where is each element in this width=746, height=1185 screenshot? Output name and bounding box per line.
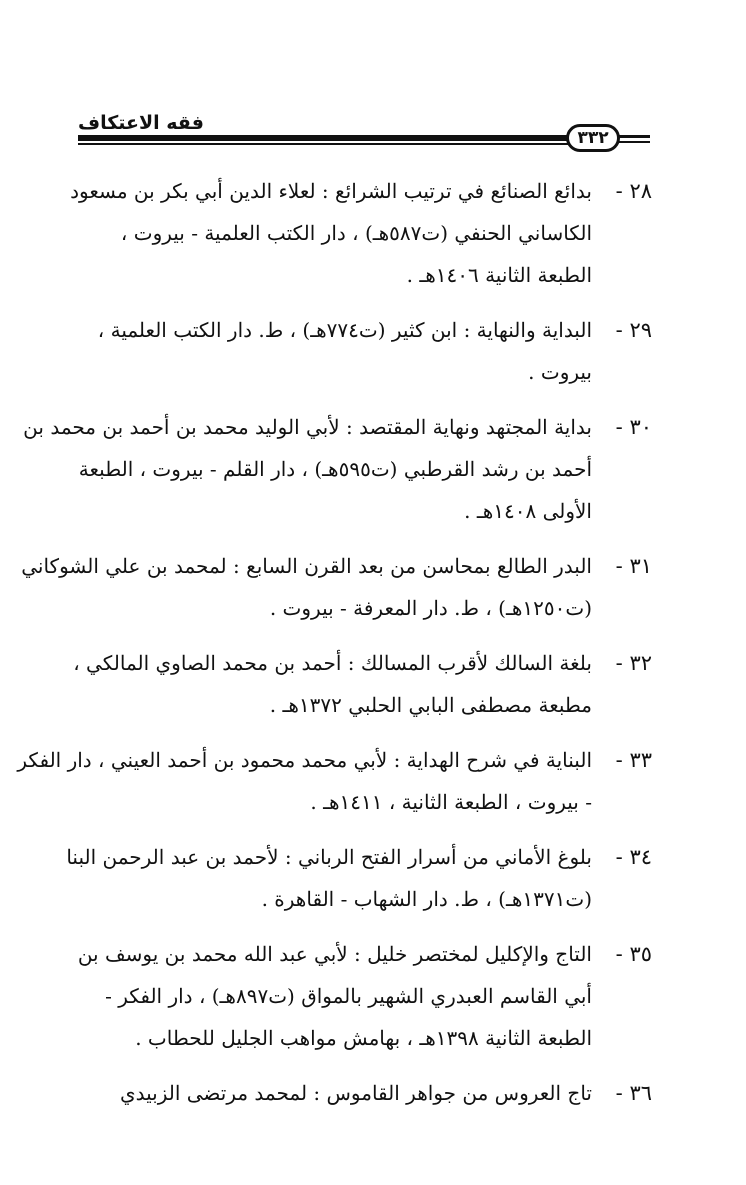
bibliography-entry xyxy=(66,836,652,920)
header-rule-right-thin xyxy=(618,141,650,143)
bibliography-entry xyxy=(78,1072,652,1114)
bibliography-entry xyxy=(78,933,652,1059)
entry-line: البناية في شرح الهداية : لأبي محمد محمود بن أحمد العيني ، دار الفكر xyxy=(17,748,592,772)
entry-line: بداية المجتهد ونهاية المقتصد : لأبي الوليد محمد بن أحمد بن محمد بن xyxy=(23,415,592,439)
bibliography-list xyxy=(17,170,652,1127)
entry-line: البداية والنهاية : ابن كثير (ت٧٧٤هـ) ، ط. دار الكتب العلمية ، xyxy=(97,318,592,342)
entry-line: (ت١٢٥٠هـ) ، ط. دار المعرفة - بيروت . xyxy=(269,596,592,620)
header-rule-right xyxy=(618,135,650,138)
entry-line: بلغة السالك لأقرب المسالك : أحمد بن محمد الصاوي المالكي ، xyxy=(73,651,592,675)
entry-line: الطبعة الثانية ١٤٠٦هـ . xyxy=(406,263,592,287)
entry-number: ٢٨ - xyxy=(615,179,652,203)
page-header xyxy=(78,108,650,160)
entry-number: ٣٦ - xyxy=(615,1081,652,1105)
bibliography-entry xyxy=(23,406,652,532)
entry-line: أحمد بن رشد القرطبي (ت٥٩٥هـ) ، دار القلم - بيروت ، الطبعة xyxy=(78,457,592,481)
entry-line: بلوغ الأماني من أسرار الفتح الرباني : لأحمد بن عبد الرحمن البنا xyxy=(66,845,592,869)
entry-line: تاج العروس من جواهر القاموس : لمحمد مرتضى الزبيدي xyxy=(119,1081,592,1105)
entry-line: بيروت . xyxy=(528,360,592,384)
header-rule-thin xyxy=(78,143,568,145)
entry-line: الكاساني الحنفي (ت٥٨٧هـ) ، دار الكتب العلمية - بيروت ، xyxy=(120,221,592,245)
bibliography-entry xyxy=(21,545,652,629)
entry-number: ٣١ - xyxy=(615,554,652,578)
entry-number: ٢٩ - xyxy=(615,318,652,342)
bibliography-entry xyxy=(70,170,652,296)
entry-line: مطبعة مصطفى البابي الحلبي ١٣٧٢هـ . xyxy=(269,693,592,717)
entry-line: أبي القاسم العبدري الشهير بالمواق (ت٨٩٧هـ) ، دار الفكر - xyxy=(105,984,592,1008)
page-number-badge: ٣٣٢ xyxy=(566,124,620,152)
entry-number: ٣٣ - xyxy=(615,748,652,772)
bibliography-entry xyxy=(78,309,652,393)
bibliography-entry xyxy=(73,642,652,726)
bibliography-entry xyxy=(17,739,652,823)
entry-number: ٣٤ - xyxy=(615,845,652,869)
entry-line: بدائع الصنائع في ترتيب الشرائع : لعلاء الدين أبي بكر بن مسعود xyxy=(70,179,592,203)
entry-line: الأولى ١٤٠٨هـ . xyxy=(464,499,592,523)
entry-line: - بيروت ، الطبعة الثانية ، ١٤١١هـ . xyxy=(310,790,592,814)
running-book-title: فقه الاعتكاف xyxy=(78,112,204,134)
entry-number: ٣٠ - xyxy=(615,415,652,439)
entry-line: البدر الطالع بمحاسن من بعد القرن السابع : لمحمد بن علي الشوكاني xyxy=(21,554,592,578)
entry-line: التاج والإكليل لمختصر خليل : لأبي عبد الله محمد بن يوسف بن xyxy=(77,942,592,966)
entry-number: ٣٥ - xyxy=(615,942,652,966)
entry-number: ٣٢ - xyxy=(615,651,652,675)
entry-line: الطبعة الثانية ١٣٩٨هـ ، بهامش مواهب الجليل للحطاب . xyxy=(135,1026,592,1050)
entry-line: (ت١٣٧١هـ) ، ط. دار الشهاب - القاهرة . xyxy=(261,887,592,911)
header-rule-thick xyxy=(78,135,568,141)
